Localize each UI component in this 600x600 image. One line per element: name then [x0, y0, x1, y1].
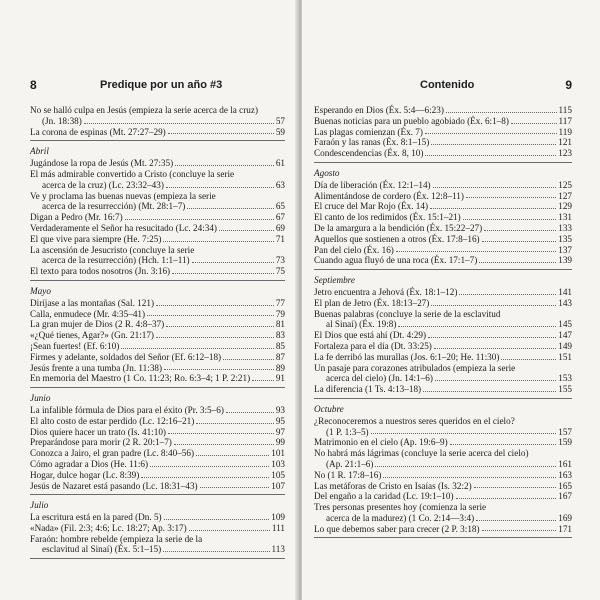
left-page	[0, 0, 298, 600]
dot-leader	[396, 251, 556, 252]
entry-page-number: 127	[558, 190, 572, 201]
toc-entry	[30, 427, 285, 438]
dot-leader	[466, 197, 556, 198]
toc-entry	[314, 437, 572, 448]
toc-entry	[314, 352, 572, 363]
entry-title-line: Preparándose para morir (2 R. 20:1–7)	[30, 437, 172, 448]
entry-title-line: Pan del cielo (Éx. 16)	[314, 244, 394, 255]
entry-title-line: Firmes y adelante, soldados del Señor (Ef. 6:12–18)	[30, 351, 222, 362]
entry-page-number: 75	[275, 266, 285, 277]
toc-entry	[30, 330, 285, 341]
entry-page-number: 147	[558, 330, 572, 341]
entry-page-number: 129	[558, 201, 572, 212]
entry-title-line: Jugándose la ropa de Jesús (Mt. 27:35)	[30, 158, 174, 169]
entry-title-line: Faraón: hombre rebelde (empieza la serie de la	[30, 533, 203, 544]
entry-title-line: Matrimonio en el cielo (Ap. 19:6–9)	[314, 437, 448, 448]
toc-section	[314, 168, 572, 270]
entry-page-number: 133	[558, 222, 572, 233]
entry-title-line: Calla, enmudece (Mr. 4:35–41)	[30, 308, 146, 319]
entry-title-line: ¿Reconoceremos a nuestros seres queridos en el cielo?	[314, 415, 515, 426]
right-page	[302, 0, 600, 600]
dot-leader	[463, 219, 557, 220]
entry-page-number: 97	[275, 426, 285, 437]
dot-leader	[196, 423, 274, 424]
toc-entry	[314, 127, 572, 138]
entry-title-line: El texto para todos nosotros (Jn. 3:16)	[30, 266, 171, 277]
toc-entry	[314, 287, 572, 298]
dot-leader	[156, 337, 274, 338]
entry-page-number: 115	[558, 105, 572, 115]
entry-page-number: 117	[558, 115, 572, 126]
toc-section	[30, 146, 285, 281]
entry-title-line: Esperando en Dios (Éx. 5:4—6:23)	[314, 105, 444, 115]
toc-entry	[30, 127, 285, 138]
toc-entry	[314, 384, 572, 395]
dot-leader	[196, 455, 269, 456]
dot-leader	[175, 165, 274, 166]
dot-leader	[484, 230, 556, 231]
entry-title-line: La ascensión de Jesucristo (concluye la serie	[30, 244, 195, 255]
entry-page-number: 63	[275, 179, 285, 190]
toc-entry	[30, 448, 285, 459]
entry-title-line: De la amargura a la bendición (Éx. 15:22–27)	[314, 222, 483, 233]
entry-title-line: El que vive para siempre (He. 7:25)	[30, 233, 162, 244]
page-number: 8	[30, 78, 37, 92]
entry-page-number: 119	[558, 126, 572, 137]
entry-title-line: El Dios que está ahí (Dt. 4:29)	[314, 330, 427, 341]
toc-entry	[30, 212, 285, 223]
dot-leader	[482, 241, 557, 242]
entry-page-number: 159	[558, 437, 572, 448]
entry-page-number: 57	[275, 115, 285, 126]
toc-entry	[30, 512, 285, 523]
entry-title-line: Buenas palabras (concluye la serie de la esclavitud	[314, 308, 501, 319]
entry-page-number: 113	[271, 544, 285, 555]
entry-page-number: 121	[558, 137, 572, 148]
entry-title-line: Verdaderamente el Señor ha resucitado (Lc. 24:34)	[30, 222, 217, 233]
dot-leader	[479, 262, 556, 263]
month-heading: Agosto	[314, 167, 340, 178]
entry-title-line: acerca de la resurrección) (Mt. 28:1–7)	[42, 201, 186, 212]
toc-list	[30, 105, 285, 564]
toc-section	[314, 404, 572, 539]
entry-title-line: El canto de los redimidos (Éx. 15:1–21)	[314, 212, 461, 223]
toc-section	[30, 105, 285, 141]
toc-section	[314, 105, 572, 163]
entry-title-line: Las metáforas de Cristo en Isaías (Is. 32:2)	[314, 480, 472, 491]
entry-page-number: 139	[558, 255, 572, 266]
dot-leader	[433, 187, 557, 188]
entry-page-number: 123	[558, 148, 572, 159]
dot-leader	[156, 305, 274, 306]
dot-leader	[459, 294, 556, 295]
dot-leader	[150, 466, 269, 467]
entry-page-number: 137	[558, 244, 572, 255]
toc-entry	[30, 105, 285, 127]
dot-leader	[172, 273, 274, 274]
entry-page-number: 89	[275, 362, 285, 373]
toc-entry	[30, 319, 285, 330]
dot-leader	[450, 444, 557, 445]
dot-leader	[125, 219, 274, 220]
entry-page-number: 125	[558, 179, 572, 190]
toc-entry	[30, 309, 285, 320]
toc-entry	[314, 309, 572, 331]
toc-entry	[30, 373, 285, 384]
entry-page-number: 87	[275, 351, 285, 362]
toc-entry	[30, 534, 285, 556]
dot-leader	[431, 144, 556, 145]
dot-leader	[187, 208, 273, 209]
dot-leader	[174, 444, 274, 445]
entry-title-line: No (1 R. 17:8–16)	[314, 469, 382, 480]
entry-page-number: 161	[558, 458, 572, 469]
entry-title-line: Las plagas comienzan (Éx. 7)	[314, 126, 423, 137]
entry-page-number: 101	[271, 448, 285, 459]
toc-entry	[314, 148, 572, 159]
entry-title-line: La gran mujer de Dios (2 R. 4:8–37)	[30, 319, 165, 330]
dot-leader	[189, 530, 270, 531]
toc-entry	[314, 341, 572, 352]
entry-title-line: acerca de la resurrección) (Hch. 1:1–11)	[42, 255, 190, 266]
dot-leader	[476, 520, 556, 521]
toc-section	[314, 275, 572, 399]
entry-page-number: 59	[275, 126, 285, 137]
dot-leader	[431, 305, 556, 306]
toc-entry	[30, 266, 285, 277]
entry-page-number: 169	[558, 512, 572, 523]
dot-leader	[163, 551, 269, 552]
toc-entry	[314, 524, 572, 535]
dot-leader	[482, 530, 557, 531]
dot-leader	[383, 477, 556, 478]
entry-page-number: 131	[558, 212, 572, 223]
dot-leader	[425, 155, 556, 156]
entry-title-line: Jesús de Nazaret está pasando (Lc. 18:31–43)	[30, 480, 198, 491]
entry-title-line: Del engaño a la caridad (Lc. 19:1–10)	[314, 491, 454, 502]
entry-title-line: El alto costo de estar perdido (Lc. 12:16–21)	[30, 415, 195, 426]
dot-leader	[398, 326, 556, 327]
entry-page-number: 153	[558, 373, 572, 384]
toc-section	[30, 500, 285, 559]
running-title: Contenido	[420, 79, 475, 91]
entry-title-line: Fortaleza para el día (Dt. 33:25)	[314, 340, 432, 351]
dot-leader	[141, 477, 269, 478]
entry-title-line: Tres personas presentes hoy (comienza la serie	[314, 502, 487, 513]
toc-entry	[314, 137, 572, 148]
entry-title-line: En memoria del Maestro (1 Co. 11:23; Ro. 6:3–4; 1 P. 2:21)	[30, 373, 251, 384]
entry-title-line: La fe derribó las murallas (Jos. 6:1–20; He. 11:30)	[314, 351, 500, 362]
entry-page-number: 165	[558, 480, 572, 491]
dot-leader	[163, 241, 273, 242]
entry-title-line: «¿Qué tienes, Agar?» (Gn. 21:17)	[30, 330, 154, 341]
toc-entry	[314, 116, 572, 127]
toc-entry	[314, 180, 572, 191]
entry-page-number: 135	[558, 233, 572, 244]
entry-page-number: 151	[558, 351, 572, 362]
entry-title-line: Buenas noticias para un pueblo agobiado (Éx. 6:1–8)	[314, 115, 509, 126]
toc-entry	[314, 298, 572, 309]
toc-entry	[30, 363, 285, 374]
dot-leader	[168, 433, 274, 434]
entry-title-line: Lo que debemos saber para crecer (2 P. 3:18)	[314, 523, 480, 534]
entry-page-number: 163	[558, 469, 572, 480]
toc-entry	[30, 298, 285, 309]
dot-leader	[434, 348, 556, 349]
entry-title-line: Hogar, dulce hogar (Lc. 8:39)	[30, 469, 140, 480]
toc-entry	[30, 481, 285, 492]
entry-title-line: Conozca a Jairo, el gran padre (Lc. 8:40–56)	[30, 448, 195, 459]
entry-title-line: La infalible fórmula de Dios para el éxito (Pr. 3:5–6)	[30, 404, 224, 415]
entry-title-line: acerca de la cruz) (Lc. 23:32–43)	[42, 179, 164, 190]
toc-entry	[30, 416, 285, 427]
entry-title-line: No habrá más lágrimas (concluye la serie acerca del cielo)	[314, 448, 529, 459]
toc-entry	[30, 437, 285, 448]
toc-entry	[314, 363, 572, 385]
toc-entry	[30, 191, 285, 213]
entry-title-line: El más admirable convertido a Cristo (concluye la serie	[30, 168, 235, 179]
entry-title-line: Dios quiere hacer un trato (Is. 41:10)	[30, 426, 166, 437]
toc-section	[30, 393, 285, 495]
dot-leader	[456, 498, 557, 499]
dot-leader	[511, 123, 557, 124]
dot-leader	[425, 133, 557, 134]
entry-page-number: 81	[275, 319, 285, 330]
entry-title-line: acerca de la madurez) (1 Co. 2:14—3:4)	[326, 512, 475, 523]
entry-page-number: 105	[271, 469, 285, 480]
toc-entry	[314, 481, 572, 492]
entry-page-number: 93	[275, 404, 285, 415]
toc-entry	[30, 158, 285, 169]
toc-entry	[314, 191, 572, 202]
toc-entry	[30, 470, 285, 481]
entry-page-number: 77	[275, 297, 285, 308]
entry-page-number: 61	[275, 158, 285, 169]
toc-list	[314, 105, 572, 543]
entry-page-number: 99	[275, 437, 285, 448]
dot-leader	[147, 315, 274, 316]
entry-title-line: Cómo agradar a Dios (He. 11:6)	[30, 458, 149, 469]
toc-entry	[30, 245, 285, 267]
entry-title-line: Faraón y las ranas (Éx. 8:1–15)	[314, 137, 430, 148]
entry-page-number: 67	[275, 212, 285, 223]
entry-title-line: Alimentándose de cordero (Éx. 12:8–11)	[314, 190, 464, 201]
toc-entry	[30, 341, 285, 352]
dot-leader	[200, 487, 270, 488]
entry-page-number: 167	[558, 491, 572, 502]
dot-leader	[423, 391, 556, 392]
dot-leader	[252, 380, 274, 381]
entry-title-line: (Ap. 21:1–6)	[326, 458, 374, 469]
dot-leader	[164, 519, 270, 520]
entry-title-line: La corona de espinas (Mt. 27:27–29)	[30, 126, 166, 137]
entry-page-number: 109	[271, 512, 285, 523]
toc-entry	[30, 234, 285, 245]
toc-entry	[30, 459, 285, 470]
entry-page-number: 107	[271, 480, 285, 491]
toc-entry	[314, 330, 572, 341]
entry-page-number: 145	[558, 319, 572, 330]
month-heading: Julio	[30, 500, 49, 511]
entry-title-line: Un pasaje para corazones atribulados (empieza la serie	[314, 362, 516, 373]
entry-page-number: 149	[558, 340, 572, 351]
toc-entry	[314, 234, 572, 245]
toc-entry	[314, 212, 572, 223]
dot-leader	[84, 123, 274, 124]
entry-title-line: El plan de Jetro (Éx. 18:13–27)	[314, 297, 430, 308]
toc-entry	[30, 523, 285, 534]
entry-title-line: La escritura está en la pared (Dn. 5)	[30, 512, 162, 523]
entry-page-number: 91	[275, 373, 285, 384]
entry-page-number: 69	[275, 222, 285, 233]
dot-leader	[164, 369, 274, 370]
toc-entry	[314, 201, 572, 212]
dot-leader	[192, 262, 274, 263]
page-number: 9	[565, 78, 572, 92]
toc-entry	[314, 470, 572, 481]
entry-title-line: (1 P. 1:3–5)	[326, 426, 369, 437]
toc-entry	[30, 169, 285, 191]
dot-leader	[501, 359, 556, 360]
entry-title-line: La diferencia (1 Ts. 4:13–18)	[314, 384, 422, 395]
toc-entry	[314, 105, 572, 116]
entry-title-line: Diríjase a las montañas (Sal. 121)	[30, 297, 154, 308]
entry-title-line: Día de liberación (Éx. 12:1–14)	[314, 179, 431, 190]
entry-title-line: esclavitud al Sinaí) (Éx. 5:1–15)	[42, 544, 162, 555]
dot-leader	[474, 487, 557, 488]
toc-section	[30, 286, 285, 388]
entry-page-number: 85	[275, 340, 285, 351]
toc-entry	[314, 255, 572, 266]
entry-title-line: Condescendencias (Éx. 8, 10)	[314, 148, 424, 159]
entry-page-number: 171	[558, 523, 572, 534]
dot-leader	[371, 433, 557, 434]
toc-entry	[30, 352, 285, 363]
month-heading: Junio	[30, 393, 51, 404]
entry-page-number: 141	[558, 286, 572, 297]
entry-page-number: 83	[275, 330, 285, 341]
entry-page-number: 65	[275, 201, 285, 212]
entry-title-line: Aquellos que sostienen a otros (Éx. 17:8–16)	[314, 233, 480, 244]
dot-leader	[166, 326, 274, 327]
dot-leader	[446, 112, 557, 113]
toc-entry	[314, 245, 572, 256]
dot-leader	[430, 208, 556, 209]
entry-title-line: «Nada» (Fil. 2:3; 4:6; Lc. 18:27; Ap. 3:17)	[30, 522, 187, 533]
entry-page-number: 71	[275, 233, 285, 244]
entry-page-number: 155	[558, 384, 572, 395]
dot-leader	[435, 380, 556, 381]
toc-entry	[314, 448, 572, 470]
month-heading: Septiembre	[314, 275, 355, 286]
toc-entry	[30, 405, 285, 416]
dot-leader	[166, 187, 274, 188]
dot-leader	[428, 337, 556, 338]
entry-page-number: 103	[271, 458, 285, 469]
entry-title-line: ¡Sean fuertes! (Ef. 6:10)	[30, 340, 120, 351]
entry-page-number: 95	[275, 415, 285, 426]
entry-title-line: Ve y proclama las buenas nuevas (empieza la serie	[30, 190, 216, 201]
month-heading: Mayo	[30, 285, 51, 296]
entry-title-line: El cruce del Mar Rojo (Éx. 14)	[314, 201, 429, 212]
toc-entry	[314, 502, 572, 524]
dot-leader	[223, 359, 274, 360]
entry-title-line: Jesús frente a una tumba (Jn. 11:38)	[30, 362, 163, 373]
dot-leader	[168, 133, 274, 134]
toc-entry	[314, 223, 572, 234]
entry-page-number: 157	[558, 426, 572, 437]
entry-title-line: (Jn. 18:38)	[42, 115, 82, 126]
entry-page-number: 73	[275, 255, 285, 266]
dot-leader	[121, 348, 274, 349]
running-title: Predique por un año #3	[100, 79, 223, 91]
entry-title-line: al Sinaí) (Éx. 19:8)	[326, 319, 397, 330]
month-heading: Abril	[30, 146, 49, 157]
entry-title-line: Digan a Pedro (Mr. 16:7)	[30, 212, 123, 223]
entry-title-line: Cuando agua fluyó de una roca (Éx. 17:1–7)	[314, 255, 478, 266]
entry-title-line: Jetro encuentra a Jehová (Éx. 18:1–12)	[314, 286, 458, 297]
toc-entry	[314, 416, 572, 438]
entry-page-number: 79	[275, 308, 285, 319]
entry-page-number: 143	[558, 297, 572, 308]
month-heading: Octubre	[314, 403, 344, 414]
toc-entry	[30, 223, 285, 234]
dot-leader	[226, 412, 274, 413]
toc-entry	[314, 491, 572, 502]
entry-page-number: 111	[271, 522, 285, 533]
entry-title-line: No se halló culpa en Jesús (empieza la serie acerca de la cruz)	[30, 105, 259, 115]
dot-leader	[375, 466, 556, 467]
dot-leader	[219, 230, 274, 231]
entry-title-line: acerca del cielo) (Jn. 14:1–6)	[326, 373, 433, 384]
